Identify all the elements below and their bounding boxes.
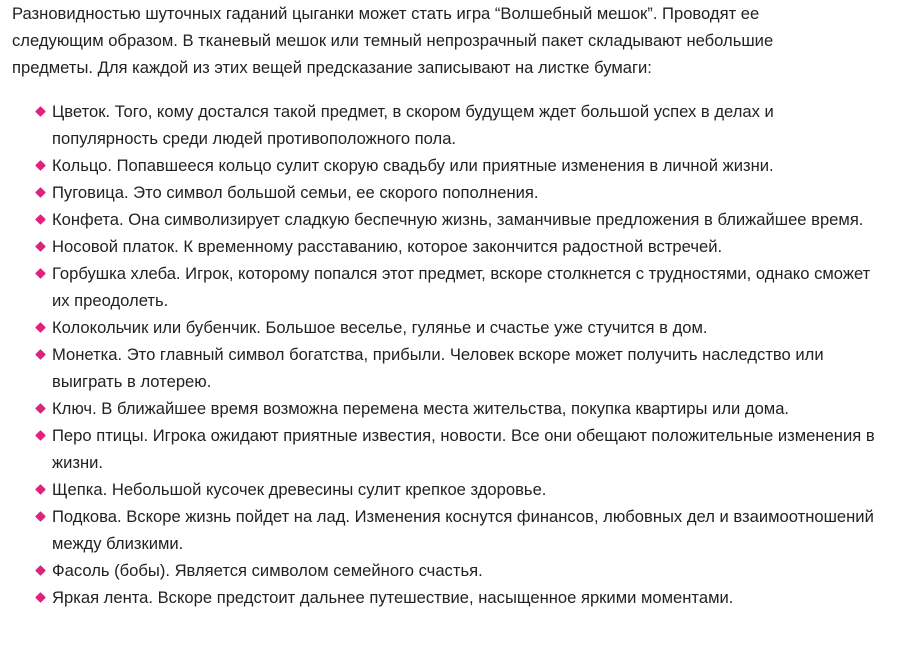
- list-item: [34, 422, 884, 476]
- list-item-text: Щепка. Небольшой кусочек древесины сулит крепкое здоровье.: [52, 480, 547, 499]
- list-item: [34, 206, 884, 233]
- list-item: [34, 584, 884, 611]
- list-item-text: Ключ. В ближайшее время возможна перемена места жительства, покупка квартиры или дома.: [52, 399, 790, 418]
- list-item: [34, 98, 884, 152]
- list-item: [34, 179, 884, 206]
- list-item: [34, 152, 884, 179]
- list-item: [34, 395, 884, 422]
- prediction-list: [12, 98, 890, 611]
- list-item-text: Кольцо. Попавшееся кольцо сулит скорую свадьбу или приятные изменения в личной жизни.: [52, 156, 774, 175]
- diamond-bullet-icon: [35, 322, 46, 333]
- diamond-bullet-icon: [35, 187, 46, 198]
- diamond-bullet-icon: [35, 349, 46, 360]
- diamond-bullet-icon: [35, 106, 46, 117]
- list-item-text: Носовой платок. К временному расставанию, которое закончится радостной встречей.: [52, 237, 723, 256]
- list-item-text: Горбушка хлеба. Игрок, которому попался этот предмет, вскоре столкнется с трудностями, однако сможет их преодолеть.: [52, 264, 871, 310]
- list-item-text: Перо птицы. Игрока ожидают приятные известия, новости. Все они обещают положительные изменения в жизни.: [52, 426, 875, 472]
- diamond-bullet-icon: [35, 214, 46, 225]
- intro-paragraph: Разновидностью шуточных гаданий цыганки может стать игра “Волшебный мешок”. Проводят ее следующим образом. В тканевый мешок или темный непрозрачный пакет складывают небольшие предметы. Для каждой из этих вещей предсказание записывают на листке бумаги:: [12, 4, 774, 77]
- diamond-bullet-icon: [35, 160, 46, 171]
- list-item: [34, 557, 884, 584]
- diamond-bullet-icon: [35, 511, 46, 522]
- list-item-text: Фасоль (бобы). Является символом семейного счастья.: [52, 561, 483, 580]
- list-item: [34, 341, 884, 395]
- diamond-bullet-icon: [35, 592, 46, 603]
- diamond-bullet-icon: [35, 484, 46, 495]
- list-item: [34, 233, 884, 260]
- diamond-bullet-icon: [35, 268, 46, 279]
- list-item-text: Яркая лента. Вскоре предстоит дальнее путешествие, насыщенное яркими моментами.: [52, 588, 734, 607]
- list-item: [34, 476, 884, 503]
- list-item-text: Колокольчик или бубенчик. Большое веселье, гулянье и счастье уже стучится в дом.: [52, 318, 708, 337]
- list-item-text: Монетка. Это главный символ богатства, прибыли. Человек вскоре может получить наследство или выиграть в лотерею.: [52, 345, 824, 391]
- diamond-bullet-icon: [35, 430, 46, 441]
- list-item: [34, 314, 884, 341]
- diamond-bullet-icon: [35, 403, 46, 414]
- list-item-text: Цветок. Того, кому достался такой предмет, в скором будущем ждет большой успех в делах и популярность среди людей противоположного пола.: [52, 102, 774, 148]
- list-item: [34, 503, 884, 557]
- diamond-bullet-icon: [35, 241, 46, 252]
- diamond-bullet-icon: [35, 565, 46, 576]
- list-item-text: Конфета. Она символизирует сладкую беспечную жизнь, заманчивые предложения в ближайшее время.: [52, 210, 864, 229]
- list-item: [34, 260, 884, 314]
- list-item-text: Пуговица. Это символ большой семьи, ее скорого пополнения.: [52, 183, 539, 202]
- list-item-text: Подкова. Вскоре жизнь пойдет на лад. Изменения коснутся финансов, любовных дел и взаимоотношений между близкими.: [52, 507, 874, 553]
